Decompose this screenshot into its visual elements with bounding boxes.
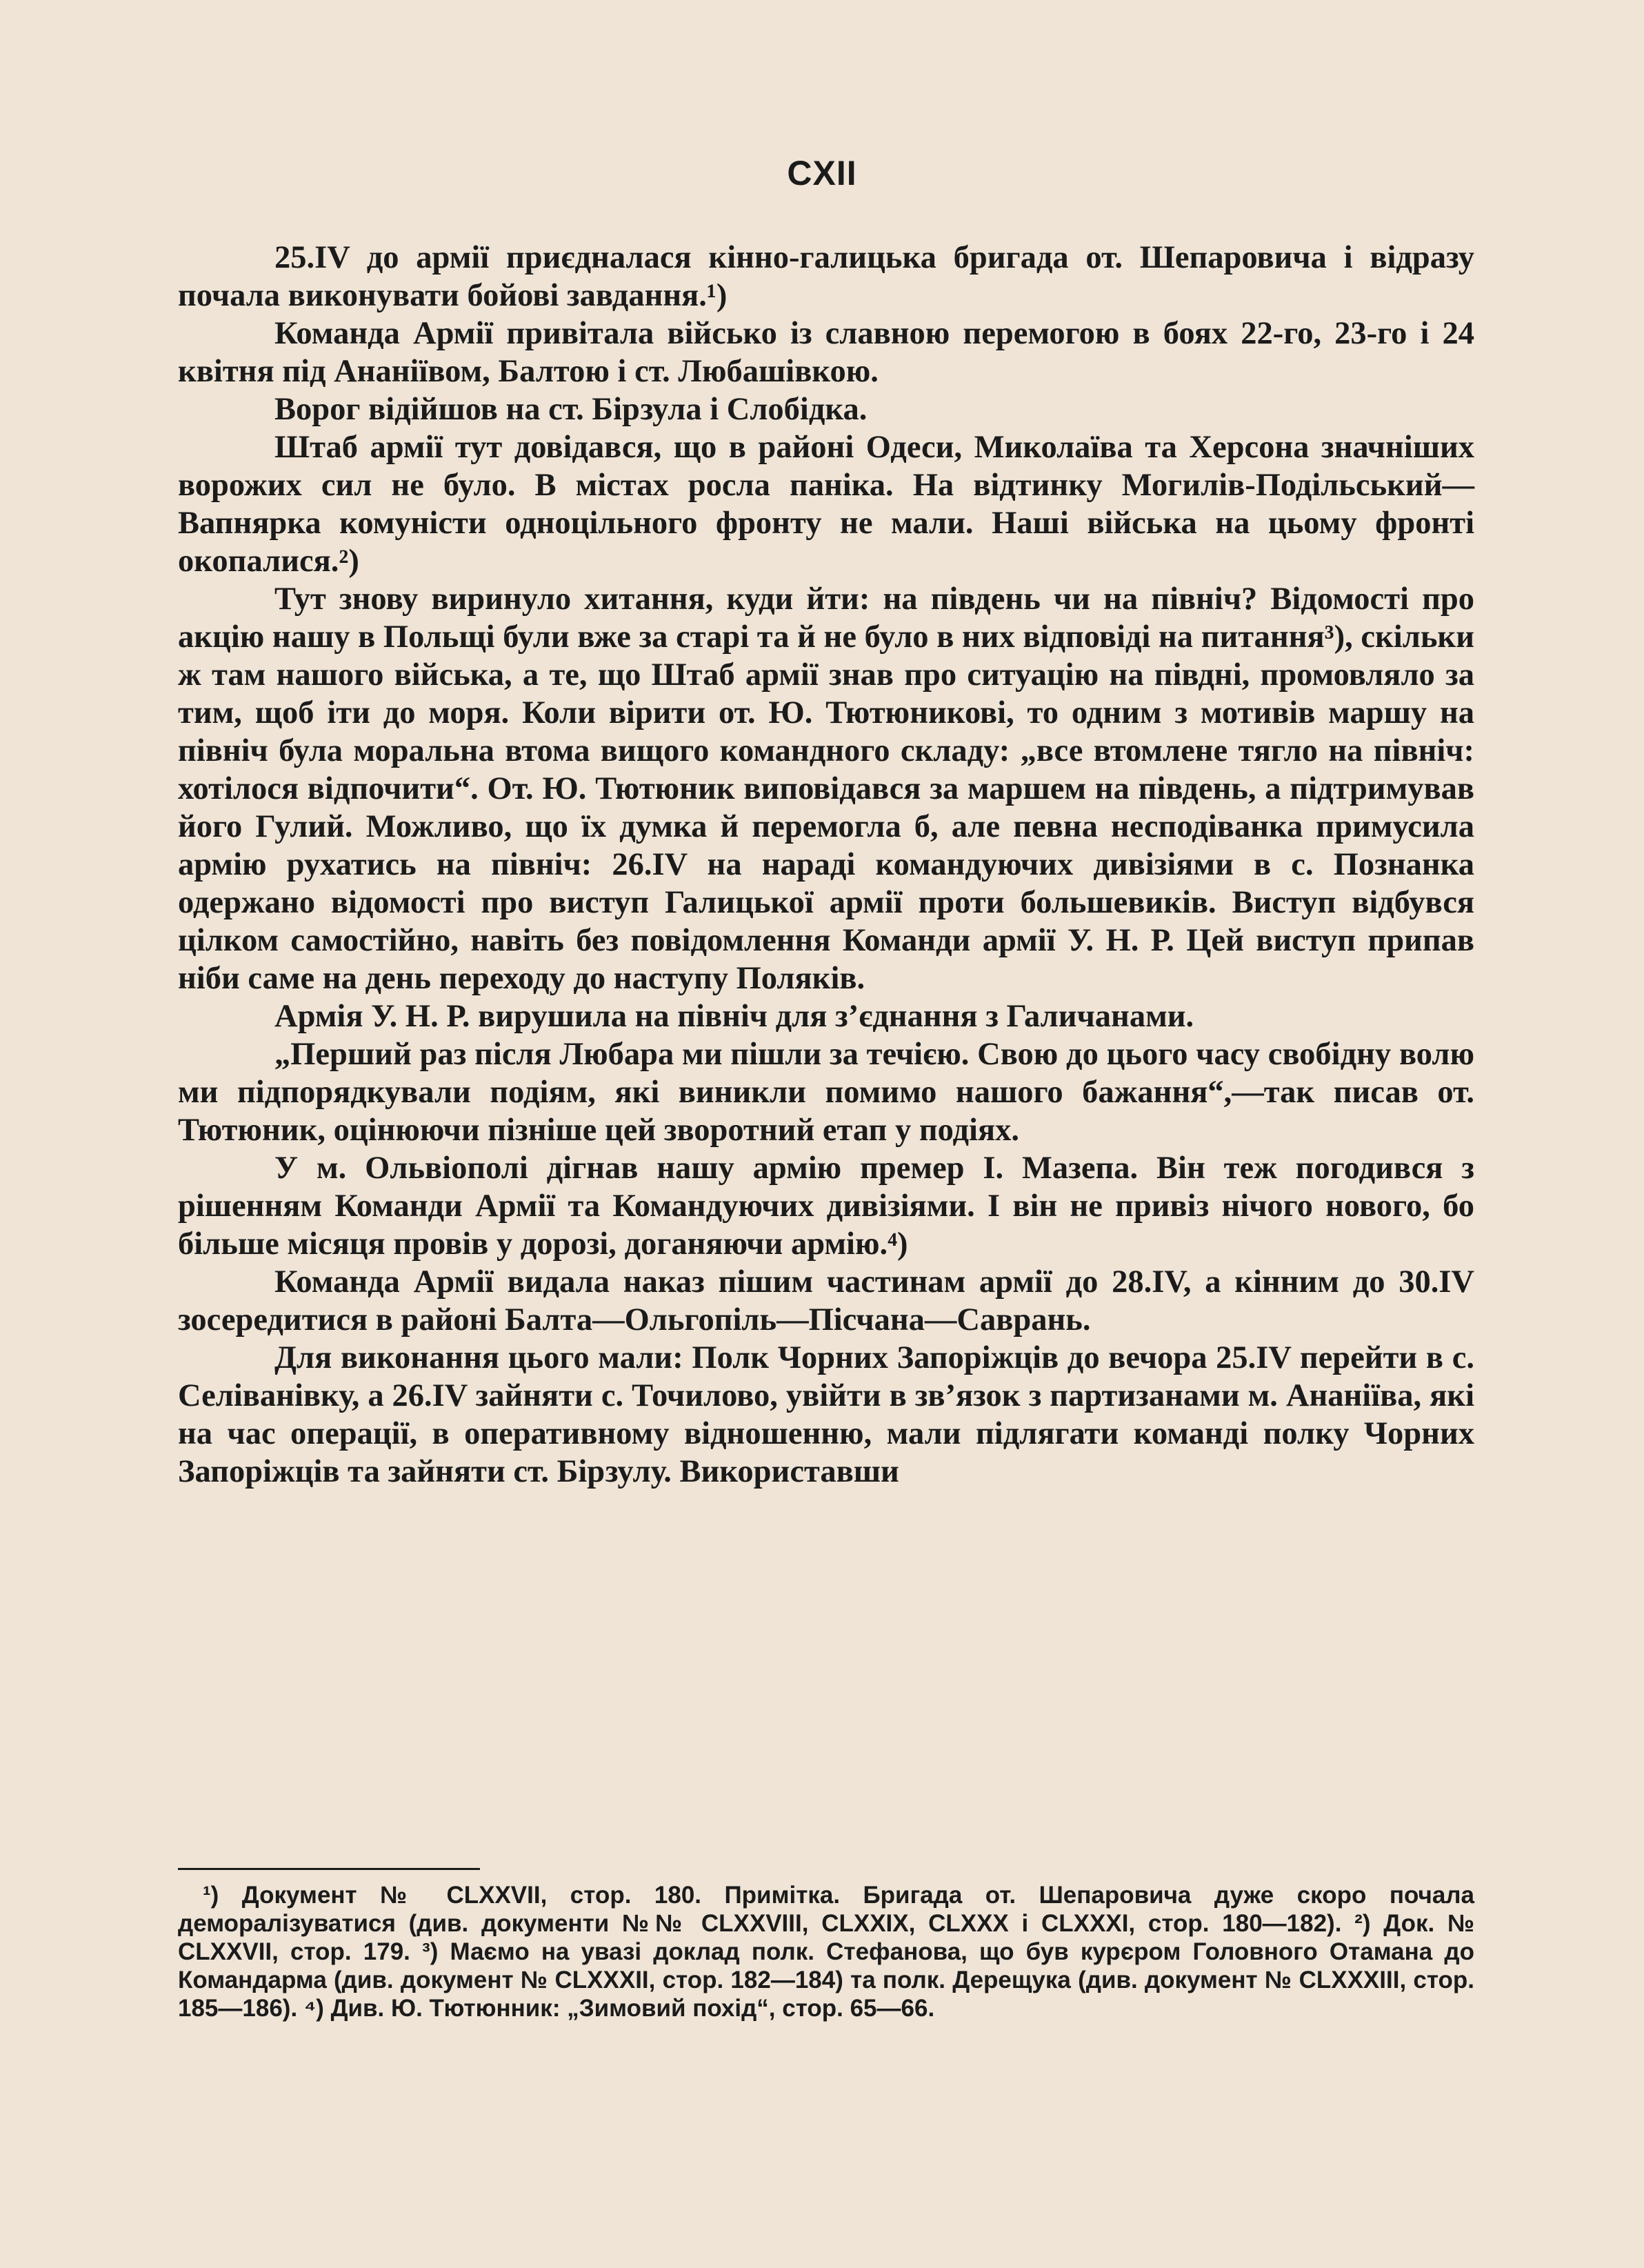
page-number: CXII (787, 154, 857, 192)
paragraph: Команда Армії привітала військо із славною перемогою в боях 22-го, 23-го і 24 квітня під Ананіївом, Балтою і ст. Любашівкою. (178, 316, 1474, 389)
footnotes (178, 1881, 1474, 2022)
footnote-divider (178, 1868, 480, 1870)
footnote-text: ¹) Документ № CLXXVII, стор. 180. Примітка. Бригада от. Шепаровича дуже скоро почала деморалізуватися (див. документи №№ CLXXVIII, CLXXIX, CLXXX і CLXXXI, стор. 180—182). ²) Док. № CLXXVII, стор. 179. ³) Маємо на увазі доклад полк. Стефанова, що був курєром Головного Отамана до Командарма (див. документ № CLXXXII, стор. 182—184) та полк. Дерещука (див. документ № CLXXXIII, стор. 185—186). ⁴) Див. Ю. Тютюнник: „Зимовий похід“, стор. 65—66. (178, 1882, 1474, 2022)
paragraph: Для виконання цього мали: Полк Чорних Запоріжців до вечора 25.IV перейти в с. Селіванівку, а 26.IV зайняти с. Точилово, увійти в зв’язок з партизанами м. Ананіїва, які на час операції, в оперативному відношенню, мали підлягати команді полку Чорних Запоріжців та зайняти ст. Бірзулу. Використавши (178, 1340, 1474, 1489)
paragraph: Штаб армії тут довідався, що в районі Одеси, Миколаїва та Херсона значніших ворожих сил не було. В містах росла паніка. На відтинку Могилів-Подільський—Вапнярка комуністи одноцільного фронту не мали. Наші війська на цьому фронті окопалися.²) (178, 430, 1474, 579)
paragraph: У м. Ольвіополі дігнав нашу армію премер І. Мазепа. Він теж погодився з рішенням Команди Армії та Командуючих дивізіями. І він не привіз нічого нового, бо більше місяця провів у дорозі, доганяючи армію.⁴) (178, 1151, 1474, 1262)
paragraph: 25.IV до армії приєдналася кінно-галицька бригада от. Шепаровича і відразу почала виконувати бойові завдання.¹) (178, 240, 1474, 313)
paragraph: „Перший раз після Любара ми пішли за течією. Свою до цього часу свобідну волю ми підпорядкували подіям, які виникли помимо нашого бажання“,—так писав от. Тютюник, оцінюючи пізніше цей зворотний етап у подіях. (178, 1037, 1474, 1148)
paragraph: Армія У. Н. Р. вирушила на північ для з’єднання з Галичанами. (274, 999, 1194, 1034)
paragraph: Команда Армії видала наказ пішим частинам армії до 28.IV, а кінним до 30.IV зосередитися в районі Балта—Ольгопіль—Пісчана—Саврань. (178, 1264, 1474, 1337)
body-text (178, 239, 1474, 1491)
paragraph: Тут знову виринуло хитання, куди йти: на південь чи на північ? Відомості про акцію нашу в Польщі були вже за старі та й не було в них відповіді на питання³), скільки ж там нашого війська, а те, що Штаб армії знав про ситуацію на півдні, промовляло за тим, щоб іти до моря. Коли вірити от. Ю. Тютюникові, то одним з мотивів маршу на північ була моральна втома вищого командного складу: „все втомлене тягло на північ: хотілося відпочити“. От. Ю. Тютюник виповідався за маршем на південь, а підтримував його Гулий. Можливо, що їх думка й перемогла б, але певна несподіванка примусила армію рухатись на північ: 26.IV на нараді командуючих дивізіями в с. Познанка одержано відомості про виступ Галицької армії проти большевиків. Виступ відбувся цілком самостійно, навіть без повідомлення Команди армії У. Н. Р. Цей виступ припав ніби саме на день переходу до наступу Поляків. (178, 581, 1474, 996)
paragraph: Ворог відійшов на ст. Бірзула і Слобідка. (274, 392, 868, 427)
